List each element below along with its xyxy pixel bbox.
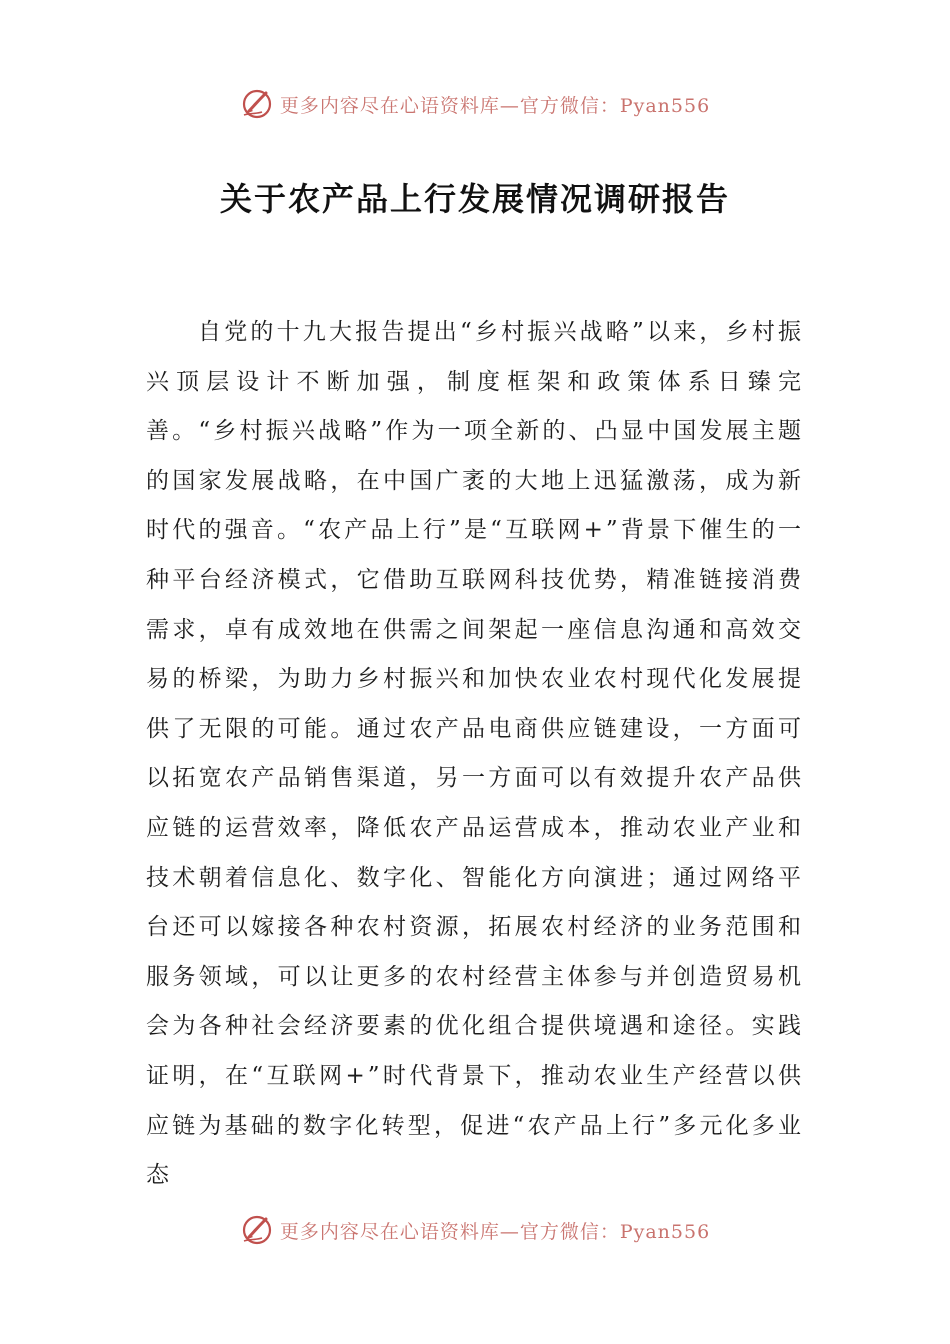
document-title: 关于农产品上行发展情况调研报告 bbox=[219, 180, 730, 218]
header-watermark bbox=[0, 82, 950, 126]
header-watermark-text: 更多内容尽在心语资料库—官方微信：Pyan556 bbox=[279, 94, 711, 117]
footer-watermark bbox=[0, 1208, 950, 1252]
footer-watermark-text: 更多内容尽在心语资料库—官方微信：Pyan556 bbox=[279, 1220, 711, 1243]
pen-logo-icon bbox=[240, 87, 274, 121]
pen-logo-icon bbox=[240, 1213, 274, 1247]
document-paragraph: 自党的十九大报告提出“乡村振兴战略”以来，乡村振兴顶层设计不断加强，制度框架和政策体系日臻完善。“乡村振兴战略”作为一项全新的、凸显中国发展主题的国家发展战略，在中国广袤的大地上迅猛激荡，成为新时代的强音。“农产品上行”是“互联网+”背景下催生的一种平台经济模式，它借助互联网科技优势，精准链接消费需求，卓有成效地在供需之间架起一座信息沟通和高效交易的桥梁，为助力乡村振兴和加快农业农村现代化发展提供了无限的可能。通过农产品电商供应链建设，一方面可以拓宽农产品销售渠道，另一方面可以有效提升农产品供应链的运营效率，降低农产品运营成本，推动农业产业和技术朝着信息化、数字化、智能化方向演进；通过网络平台还可以嫁接各种农村资源，拓展农村经济的业务范围和服务领域，可以让更多的农村经营主体参与并创造贸易机会为各种社会经济要素的优化组合提供境遇和途径。实践证明，在“互联网+”时代背景下，推动农业生产经营以供应链为基础的数字化转型，促进“农产品上行”多元化多业态 bbox=[146, 319, 804, 1189]
